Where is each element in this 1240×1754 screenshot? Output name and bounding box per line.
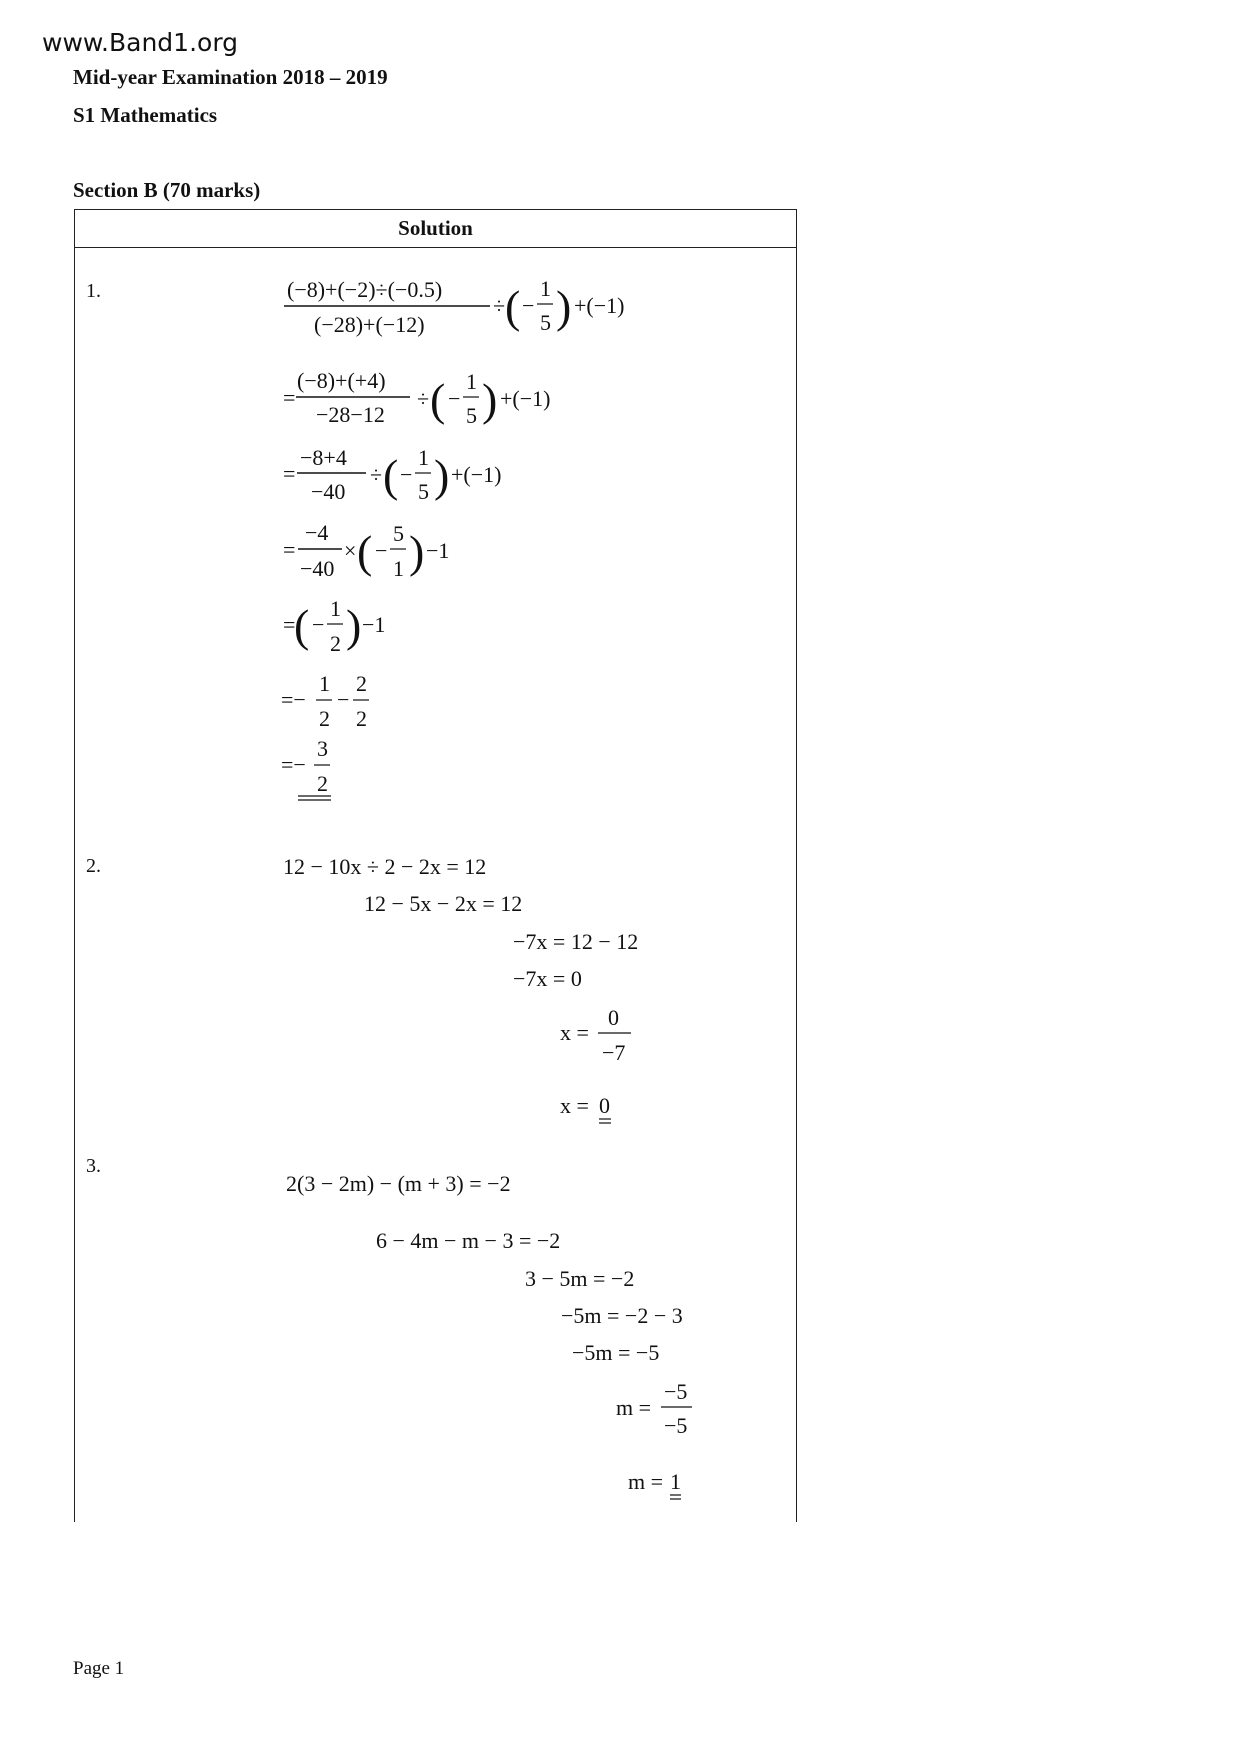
svg-text:÷: ÷ <box>370 462 383 487</box>
q2-line-1: 12 − 10x ÷ 2 − 2x = 12 <box>283 854 487 879</box>
q3-line-5: −5m = −5 <box>572 1340 660 1365</box>
svg-text:÷: ÷ <box>417 386 430 411</box>
svg-text:1: 1 <box>393 556 404 581</box>
svg-text:(: ( <box>505 281 521 332</box>
svg-text:=−: =− <box>281 687 306 712</box>
q1-s0-num: (−8)+(−2)÷(−0.5) <box>287 277 443 302</box>
q1-s3-den: −40 <box>300 556 335 581</box>
svg-text:−5: −5 <box>664 1379 688 1404</box>
svg-text:−1: −1 <box>362 612 386 637</box>
svg-text:): ) <box>556 281 572 332</box>
svg-text:−: − <box>522 293 535 318</box>
svg-text:5: 5 <box>418 479 429 504</box>
svg-text:1: 1 <box>418 445 429 470</box>
q2-line-3: −7x = 12 − 12 <box>513 929 639 954</box>
site-watermark: www.Band1.org <box>42 28 239 57</box>
svg-text:m =: m = <box>616 1395 652 1420</box>
exam-title: Mid-year Examination 2018 – 2019 <box>73 65 388 89</box>
svg-text:): ) <box>434 450 450 501</box>
svg-text:x =: x = <box>560 1093 589 1118</box>
svg-text:=: = <box>283 461 296 486</box>
svg-text:=: = <box>283 385 296 410</box>
svg-text:1: 1 <box>330 596 341 621</box>
svg-text:=: = <box>283 537 296 562</box>
svg-text:2: 2 <box>356 671 367 696</box>
svg-text:+(−1): +(−1) <box>574 293 625 318</box>
svg-text:×: × <box>344 538 357 563</box>
svg-text:): ) <box>409 526 425 577</box>
svg-text:=−: =− <box>281 752 306 777</box>
svg-text:x =: x = <box>560 1020 589 1045</box>
svg-text:1: 1 <box>540 276 551 301</box>
q1-s0-div: ÷ <box>493 293 506 318</box>
section-title: Section B (70 marks) <box>73 178 261 202</box>
svg-text:5: 5 <box>466 403 477 428</box>
svg-text:1: 1 <box>319 671 330 696</box>
svg-text:1: 1 <box>466 369 477 394</box>
q1-s2-den: −40 <box>311 479 346 504</box>
solution-heading: Solution <box>75 210 796 248</box>
svg-text:2: 2 <box>356 706 367 731</box>
q1-s0-den: (−28)+(−12) <box>314 312 425 337</box>
q3-line-3: 3 − 5m = −2 <box>525 1266 635 1291</box>
q2-line-2: 12 − 5x − 2x = 12 <box>364 891 523 916</box>
svg-text:+(−1): +(−1) <box>500 386 551 411</box>
question-number: 3. <box>86 1155 101 1177</box>
svg-text:(: ( <box>357 526 373 577</box>
q2-answer: 0 <box>599 1093 610 1118</box>
q2-line-4: −7x = 0 <box>513 966 582 991</box>
svg-text:−: − <box>375 538 388 563</box>
question-number: 2. <box>86 855 101 877</box>
q1-s3-num: −4 <box>305 520 329 545</box>
svg-text:−: − <box>400 462 413 487</box>
svg-text:+(−1): +(−1) <box>451 462 502 487</box>
q1-s1-den: −28−12 <box>316 402 385 427</box>
svg-text:5: 5 <box>393 521 404 546</box>
q1-s2-num: −8+4 <box>300 445 347 470</box>
svg-text:−7: −7 <box>602 1040 626 1065</box>
q3-line-4: −5m = −2 − 3 <box>561 1303 683 1328</box>
svg-text:(: ( <box>294 600 310 651</box>
question-number: 1. <box>86 280 101 302</box>
svg-text:(: ( <box>430 374 446 425</box>
page-number: Page 1 <box>73 1658 125 1679</box>
q3-line-2: 6 − 4m − m − 3 = −2 <box>376 1228 561 1253</box>
svg-text:0: 0 <box>608 1005 619 1030</box>
svg-text:3: 3 <box>317 736 328 761</box>
q3-answer: 1 <box>670 1469 681 1494</box>
svg-text:2: 2 <box>330 631 341 656</box>
svg-text:): ) <box>346 600 362 651</box>
svg-text:m =: m = <box>628 1469 664 1494</box>
svg-text:): ) <box>482 374 498 425</box>
svg-text:=: = <box>283 612 296 637</box>
svg-text:−5: −5 <box>664 1413 688 1438</box>
svg-text:−: − <box>312 612 325 637</box>
subject-title: S1 Mathematics <box>73 103 218 127</box>
svg-text:−: − <box>337 687 350 712</box>
svg-text:(: ( <box>383 450 399 501</box>
svg-text:5: 5 <box>540 310 551 335</box>
svg-text:2: 2 <box>319 706 330 731</box>
svg-text:−: − <box>448 386 461 411</box>
svg-text:2: 2 <box>317 771 328 796</box>
svg-text:−1: −1 <box>426 538 450 563</box>
q1-s1-num: (−8)+(+4) <box>297 368 386 393</box>
q3-line-1: 2(3 − 2m) − (m + 3) = −2 <box>286 1171 511 1196</box>
